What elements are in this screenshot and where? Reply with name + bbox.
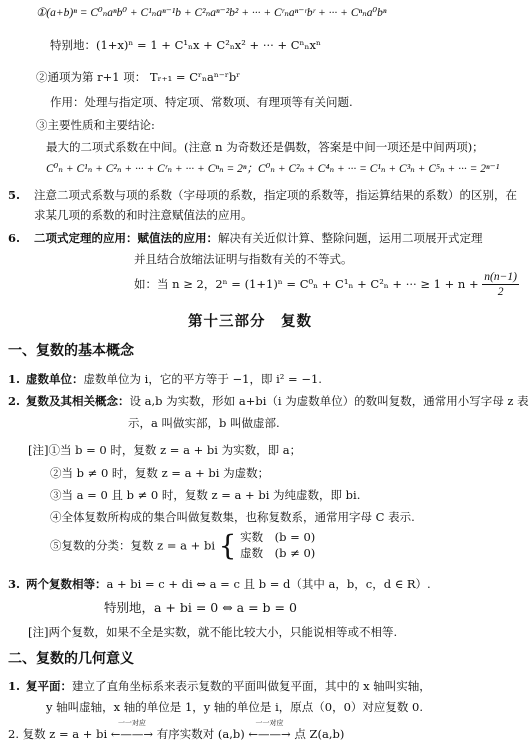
item-6-text-cont: 并且结合放缩法证明与指数有关的不等式。 <box>134 252 353 266</box>
point-2-text: 设 a,b 为实数，形如 a+bi（i 为虚数单位）的数叫复数，通常用小写字母 z 表 <box>129 394 529 408</box>
point-2-text-cont: 示，a 叫做实部，b 叫做虚部. <box>128 416 280 430</box>
geo-point-1-number: 1. <box>8 679 21 693</box>
geo-point-2-start: 2. 复数 z = a + bi <box>8 727 108 741</box>
item-number-6: 6. <box>8 231 21 245</box>
item-6-text: 解决有关近似计算、整除问题，运用二项展开式定理 <box>218 231 483 245</box>
point-3-special: 特别地，a + bi = 0 ⇔ a = b = 0 <box>104 600 297 615</box>
max-coefficient-text: 最大的二项式系数在中间。(注意 n 为奇数还是偶数，答案是中间一项还是中间两项)； <box>46 140 484 154</box>
note-1: [注]①当 b = 0 时，复数 z = a + bi 为实数，即 a； <box>28 443 302 457</box>
geo-point-1-line <box>26 679 431 693</box>
item-number-5: 5. <box>8 188 21 202</box>
inequality-example <box>134 270 519 300</box>
binomial-theorem-formula: ①(a+b)ⁿ = C⁰ₙaⁿb⁰ + C¹ₙaⁿ⁻¹b + C²ₙaⁿ⁻²b² + ··· + Cʳₙaⁿ⁻ʳbʳ + ··· + Cⁿₙa⁰bⁿ <box>36 7 387 19</box>
case-real: 实数 (b = 0) <box>240 530 316 544</box>
geo-point-2-middle: 有序实数对 (a,b) <box>156 727 245 741</box>
point-2-number: 2. <box>8 394 21 408</box>
properties-heading: ③主要性质和主要结论: <box>36 118 155 132</box>
classification-cases <box>240 530 315 561</box>
point-1-line <box>26 372 322 386</box>
inequality-fraction <box>482 270 519 300</box>
point-1-number: 1. <box>8 372 21 386</box>
inequality-left: 如：当 n ≥ 2，2ⁿ = (1+1)ⁿ = C⁰ₙ + C¹ₙ + C²ₙ + ··· ≥ 1 + n + <box>134 276 479 291</box>
usage-text: 作用：处理与指定项、特定项、常数项、有理项等有关问题. <box>50 95 353 109</box>
point-2-line <box>26 394 529 408</box>
item-5-text-cont: 求某几项的系数的和时注意赋值法的应用。 <box>34 208 253 222</box>
brace-symbol: { <box>218 528 237 562</box>
geo-point-1-text-cont: y 轴叫虚轴，x 轴的单位是 1，y 轴的单位是 i，原点（0，0）对应复数 0. <box>46 700 424 714</box>
fraction-numerator: n(n−1) <box>482 270 519 285</box>
geo-point-2-line <box>8 719 345 741</box>
note-2: ②当 b ≠ 0 时，复数 z = a + bi 为虚数； <box>50 466 270 480</box>
coefficient-sum-formula: C⁰ₙ + C¹ₙ + C²ₙ + ··· + Cʳₙ + ··· + Cⁿₙ = 2ⁿ；C⁰ₙ + C²ₙ + C⁴ₙ + ··· = C¹ₙ + C³ₙ + C⁵ₙ + ··· = 2ⁿ⁻¹ <box>46 163 500 175</box>
point-3-number: 3. <box>8 577 21 591</box>
geo-point-1-heading: 复平面： <box>26 679 72 693</box>
point-3-note: [注]两个复数，如果不全是实数，就不能比较大小，只能说相等或不相等. <box>28 625 398 639</box>
section-1-title: 一、复数的基本概念 <box>8 343 134 359</box>
geo-point-2-end: 点 Z(a,b) <box>294 727 345 741</box>
item-5-text: 注意二项式系数与项的系数（字母项的系数，指定项的系数等，指运算结果的系数）的区别，在 <box>34 188 517 202</box>
note-5-text: ⑤复数的分类：复数 z = a + bi <box>50 538 216 553</box>
item-6-heading: 二项式定理的应用：赋值法的应用： <box>34 231 218 245</box>
point-1-text: 虚数单位为 i，它的平方等于 −1，即 i² = −1. <box>83 372 322 386</box>
point-3-heading: 两个复数相等： <box>26 577 107 591</box>
one-to-one-arrow-2: 一一对应 ←——→ <box>248 719 291 741</box>
general-term-formula: ②通项为第 r+1 项： Tᵣ₊₁ = Cʳₙaⁿ⁻ʳbʳ <box>36 70 241 84</box>
note-4: ④全体复数所构成的集合叫做复数集，也称复数系，通常用字母 C 表示. <box>50 510 415 524</box>
arrow-label-1: 一一对应 <box>117 719 146 727</box>
note-3: ③当 a = 0 且 b ≠ 0 时，复数 z = a + bi 为纯虚数，即 bi. <box>50 488 361 502</box>
point-2-heading: 复数及其相关概念： <box>26 394 130 408</box>
point-3-text: a + bi = c + di ⇔ a = c 且 b = d（其中 a，b，c，d ∈ R）. <box>106 577 431 591</box>
case-imaginary: 虚数 (b ≠ 0) <box>240 545 316 560</box>
part-title: 第十三部分 复数 <box>188 313 312 330</box>
section-2-title: 二、复数的几何意义 <box>8 651 134 667</box>
fraction-denominator: 2 <box>497 286 504 299</box>
special-case-formula: 特别地：(1+x)ⁿ = 1 + C¹ₙx + C²ₙx² + ··· + Cⁿₙxⁿ <box>50 38 321 52</box>
item-6-line <box>34 231 483 245</box>
one-to-one-arrow-1: 一一对应 ←——→ <box>110 719 154 741</box>
point-3-line <box>26 577 431 591</box>
geo-point-1-text: 建立了直角坐标系来表示复数的平面叫做复平面，其中的 x 轴叫实轴， <box>72 679 431 693</box>
note-5-classification <box>50 530 315 561</box>
arrow-label-2: 一一对应 <box>255 719 284 727</box>
point-1-heading: 虚数单位： <box>26 372 84 386</box>
